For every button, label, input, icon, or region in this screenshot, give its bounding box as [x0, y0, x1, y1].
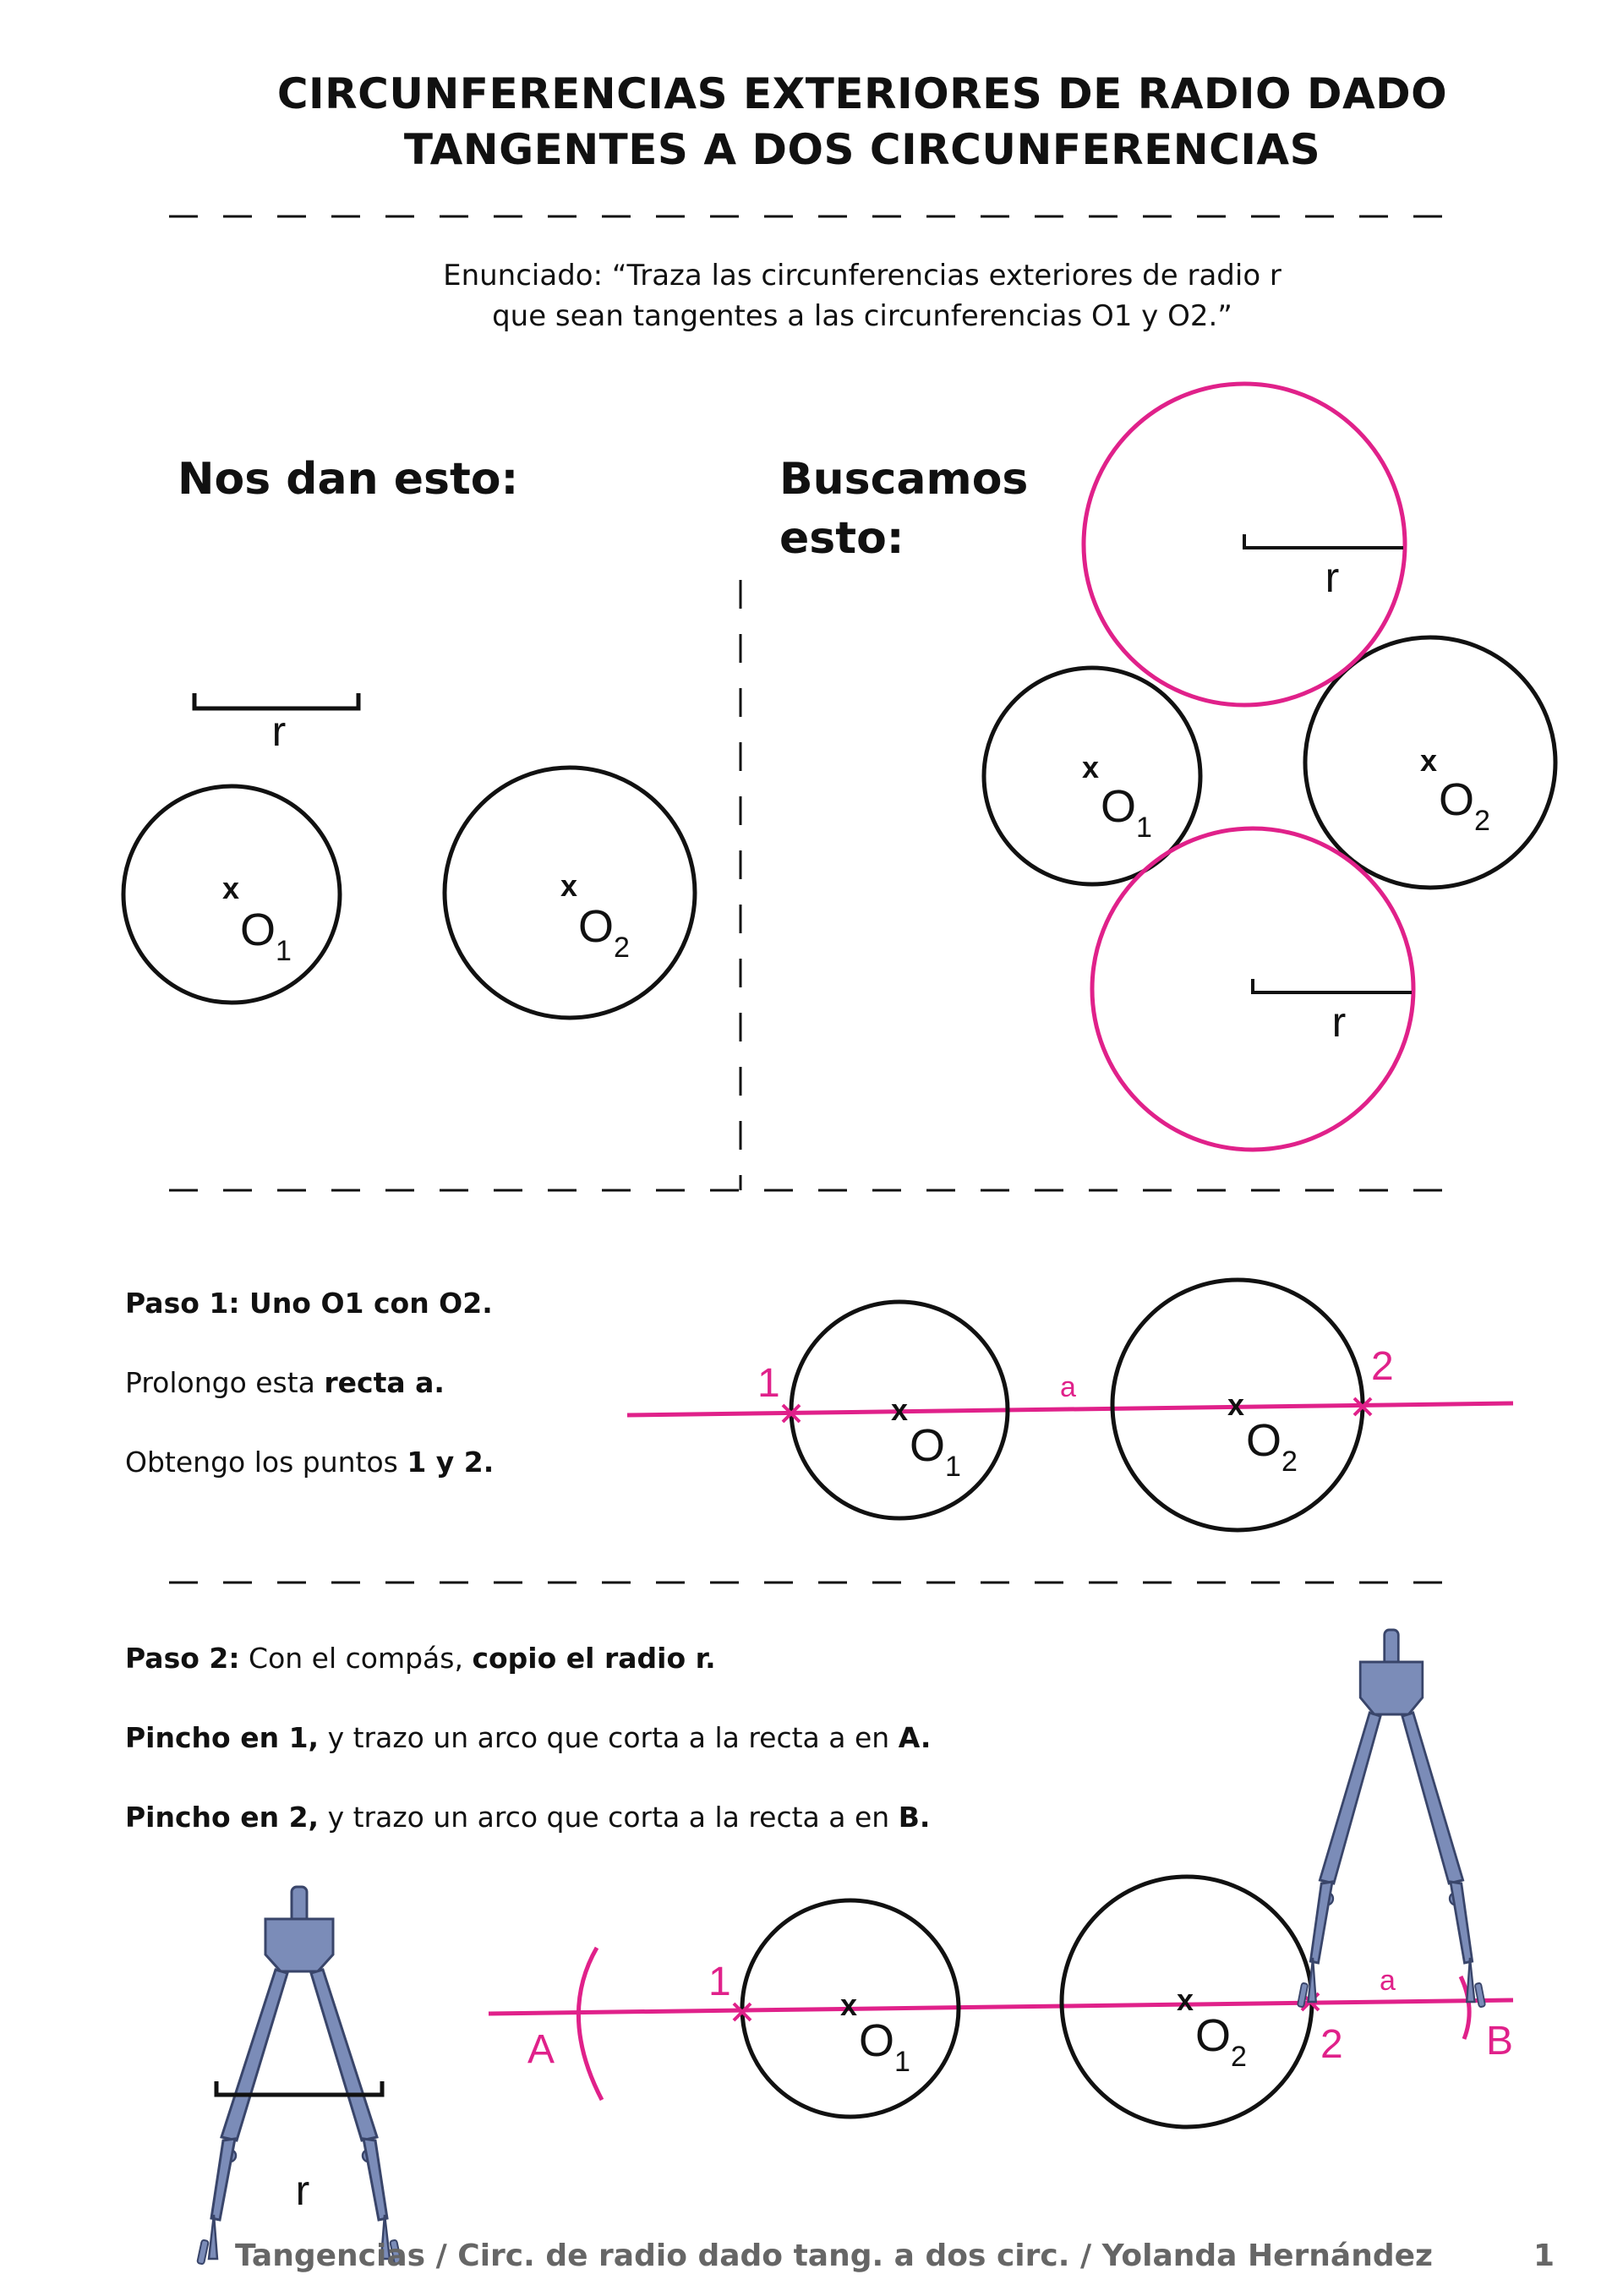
center-mark: x [839, 1987, 858, 2022]
statement-line-1: Enunciado: “Traza las circunferencias exteriores de radio r [443, 259, 1281, 292]
radius-label: r [271, 708, 287, 755]
center-mark: x [1176, 1982, 1194, 2017]
center-mark: x [560, 868, 578, 903]
radius-label: r [295, 2167, 310, 2214]
center-mark: x [221, 871, 240, 905]
step1-bold: Paso 1: Uno O1 con O2. [125, 1287, 493, 1320]
center-label: O [859, 2015, 895, 2066]
center-label: O [1246, 1415, 1282, 1466]
step2-line-2-bold2: A. [898, 1721, 932, 1754]
statement-line-2: que sean tangentes a las circunferencias O1 y O2.” [492, 299, 1232, 333]
center-mark: x [1081, 750, 1100, 784]
title-line-1: CIRCUNFERENCIAS EXTERIORES DE RADIO DADO [276, 69, 1448, 118]
center-subscript: 1 [1136, 812, 1152, 844]
center-subscript: 2 [1281, 1446, 1298, 1478]
center-label: O [1101, 781, 1137, 832]
title-line-2: TANGENTES A DOS CIRCUNFERENCIAS [403, 125, 1321, 174]
arc-a [578, 1948, 602, 2100]
step2-line-1-bold: Paso 2: [125, 1642, 240, 1675]
sought-heading-line-2: esto: [779, 513, 904, 564]
step2-line-2-bold: Pincho en 1, [125, 1721, 320, 1754]
center-label: O [910, 1420, 946, 1471]
step2-line-1-bold2: copio el radio r. [472, 1642, 716, 1675]
center-mark: x [1227, 1387, 1245, 1422]
point-2-label: 2 [1371, 1344, 1394, 1389]
step2-line-3-bold2: B. [898, 1801, 931, 1834]
point-a-label: A [527, 2027, 555, 2072]
center-mark: x [890, 1392, 909, 1427]
center-subscript: 1 [276, 935, 292, 967]
step2-line-3-text: y trazo un arco que corta a la recta a en [319, 1801, 899, 1834]
radius-segment-r [194, 693, 358, 708]
step1-line-3-bold: 1 y 2. [407, 1446, 495, 1479]
point-1-label: 1 [757, 1361, 780, 1406]
step1-line-2-bold: recta a. [324, 1366, 445, 1399]
step2-line-1-text: Con el compás, [239, 1642, 473, 1675]
page-number: 1 [1533, 2239, 1555, 2273]
line-a-label: a [1380, 1965, 1396, 1997]
step2-line-2-text: y trazo un arco que corta a la recta a en [319, 1721, 899, 1754]
point-b-label: B [1486, 2019, 1514, 2064]
center-subscript: 2 [614, 932, 630, 964]
radius-segment-r [1244, 534, 1403, 548]
point-1-label: 1 [708, 1960, 731, 2004]
step2-line-3-bold: Pincho en 2, [125, 1801, 320, 1834]
center-label: O [1439, 774, 1475, 825]
point-2-label: 2 [1320, 2022, 1343, 2067]
center-subscript: 2 [1474, 805, 1490, 837]
step1-line-3-text: Obtengo los puntos [125, 1446, 407, 1479]
sought-heading-line-1: Buscamos [779, 454, 1029, 505]
radius-label: r [1325, 554, 1340, 601]
center-label: O [240, 905, 276, 955]
line-a [489, 2000, 1513, 2014]
radius-label: r [1331, 998, 1347, 1046]
radius-segment-r [1253, 979, 1412, 992]
line-a-label: a [1060, 1371, 1076, 1403]
center-label: O [1195, 2010, 1232, 2061]
center-subscript: 2 [1231, 2041, 1247, 2073]
given-heading: Nos dan esto: [178, 454, 519, 505]
center-label: O [578, 901, 615, 952]
footer-text: Tangencias / Circ. de radio dado tang. a dos circ. / Yolanda Hernández [235, 2239, 1433, 2273]
center-mark: x [1419, 743, 1438, 778]
step1-line-2-text: Prolongo esta [125, 1366, 325, 1399]
center-subscript: 1 [945, 1451, 961, 1483]
center-subscript: 1 [894, 2046, 910, 2078]
compass-icon [1298, 1630, 1485, 2008]
